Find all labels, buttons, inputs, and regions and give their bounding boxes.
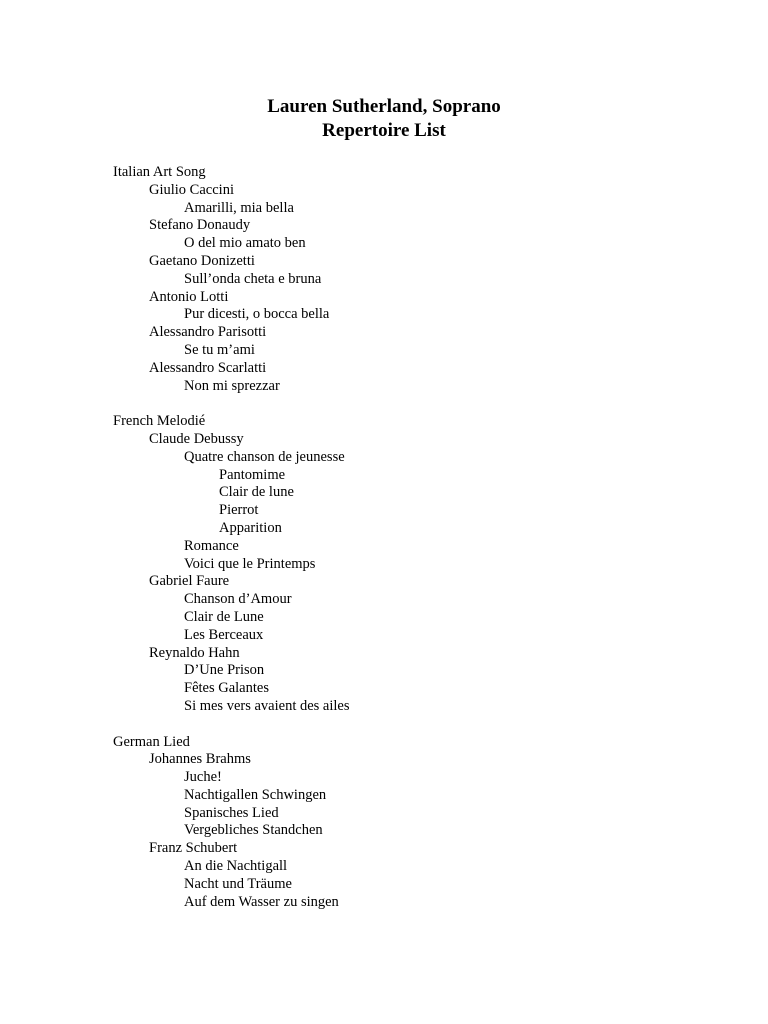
composer-name: Johannes Brahms (149, 751, 251, 768)
composer-name: Antonio Lotti (149, 288, 229, 305)
work-title: Nacht und Träume (184, 875, 292, 892)
work-title: Clair de Lune (184, 608, 264, 625)
work-title: Vergebliches Standchen (184, 822, 323, 839)
work-title: Juche! (184, 769, 222, 786)
work-title: Voici que le Printemps (184, 555, 316, 572)
composer-name: Alessandro Scarlatti (149, 359, 267, 376)
work-title: Nachtigallen Schwingen (184, 786, 327, 803)
composer-name: Stefano Donaudy (149, 217, 251, 234)
work-title: Auf dem Wasser zu singen (184, 893, 339, 910)
composer-name: Giulio Caccini (149, 181, 234, 198)
work-title: Non mi sprezzar (184, 377, 280, 394)
composer-name: Gaetano Donizetti (149, 252, 255, 269)
section-spacer (113, 395, 713, 413)
work-title: Si mes vers avaient des ailes (184, 697, 350, 714)
composer-name: Franz Schubert (149, 840, 238, 857)
work-title: Fêtes Galantes (184, 680, 269, 697)
work-title: Pur dicesti, o bocca bella (184, 306, 330, 323)
work-title: Quatre chanson de jeunesse (184, 448, 345, 465)
work-title: Amarilli, mia bella (184, 199, 294, 216)
work-movement: Apparition (219, 519, 282, 536)
work-movement: Pierrot (219, 502, 259, 519)
work-title: An die Nachtigall (184, 858, 288, 875)
composer-name: Claude Debussy (149, 430, 244, 447)
work-movement: Clair de lune (219, 484, 294, 501)
work-title: Spanisches Lied (184, 804, 279, 821)
composer-name: Alessandro Parisotti (149, 324, 267, 341)
page-subtitle: Repertoire List (322, 120, 446, 141)
repertoire-list (113, 164, 713, 911)
work-title: Romance (184, 537, 239, 554)
work-movement: Pantomime (219, 466, 286, 483)
work-title: O del mio amato ben (184, 235, 306, 252)
composer-name: Gabriel Faure (149, 573, 230, 590)
work-title: Sull’onda cheta e bruna (184, 270, 322, 287)
work-title: Les Berceaux (184, 626, 264, 643)
section-heading: German Lied (113, 733, 190, 750)
section-spacer (113, 716, 713, 734)
work-title: D’Une Prison (184, 662, 265, 679)
work-title: Se tu m’ami (184, 341, 255, 358)
section-heading: French Melodié (113, 413, 206, 430)
work-title: Chanson d’Amour (184, 591, 292, 608)
page-title: Lauren Sutherland, Soprano (267, 96, 501, 117)
section-heading: Italian Art Song (113, 164, 206, 180)
composer-name: Reynaldo Hahn (149, 644, 240, 661)
